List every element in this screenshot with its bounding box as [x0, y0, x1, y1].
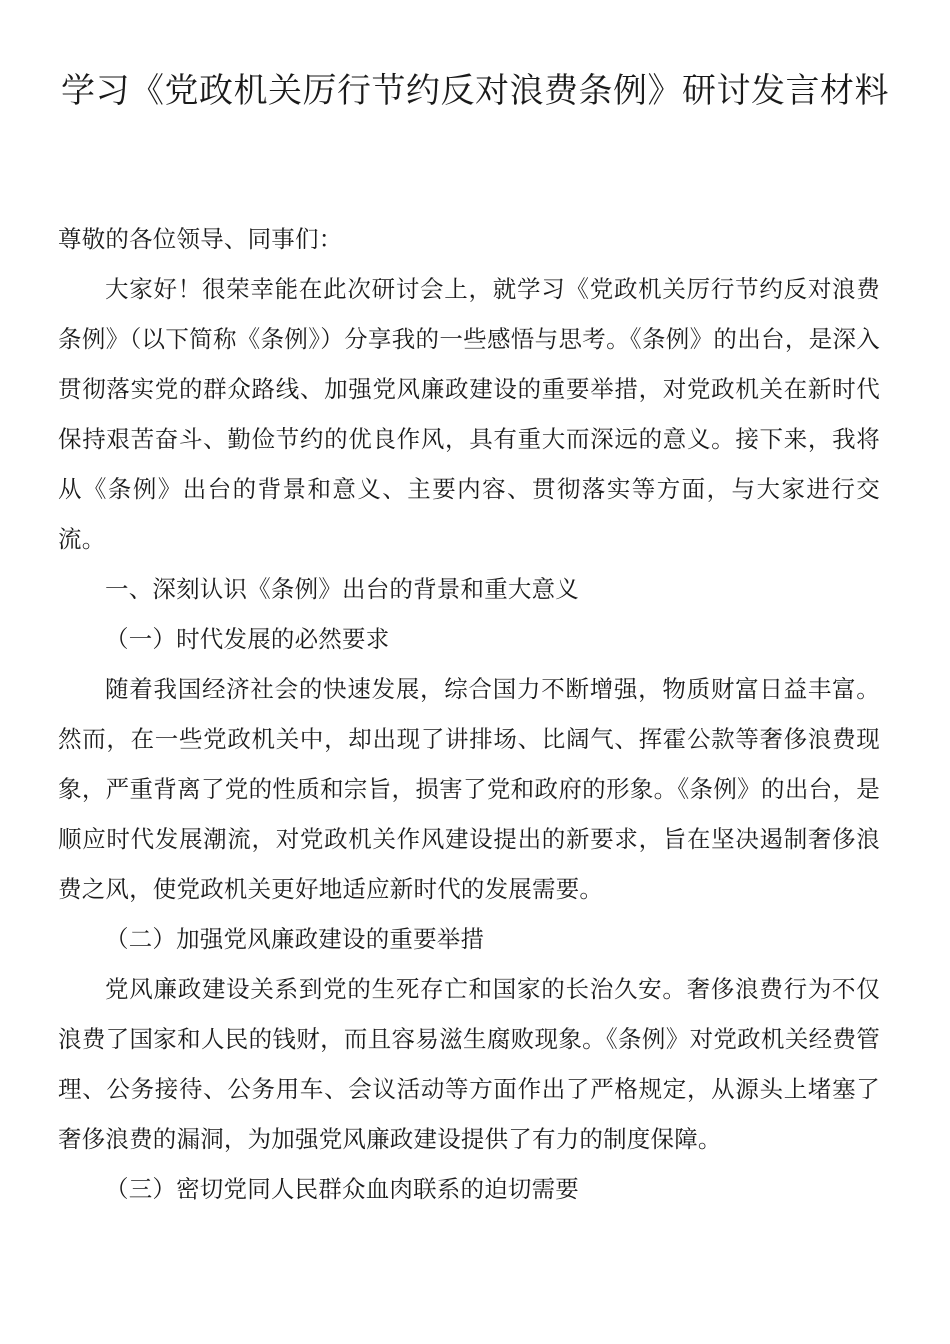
subsection-1-paragraph: 随着我国经济社会的快速发展，综合国力不断增强，物质财富日益丰富。然而，在一些党政机关中，却出现了讲排场、比阔气、挥霍公款等奢侈浪费现象，严重背离了党的性质和宗旨，损害了党和政府的形象。《条例》的出台，是顺应时代发展潮流，对党政机关作风建设提出的新要求，旨在坚决遏制奢侈浪费之风，使党政机关更好地适应新时代的发展需要。 [58, 675, 880, 903]
document-title: 学习《党政机关厉行节约反对浪费条例》研讨发言材料 [61, 71, 889, 111]
subsection-2-paragraph: 党风廉政建设关系到党的生死存亡和国家的长治久安。奢侈浪费行为不仅浪费了国家和人民的钱财，而且容易滋生腐败现象。《条例》对党政机关经费管理、公务接待、公务用车、会议活动等方面作出了严格规定，从源头上堵塞了奢侈浪费的漏洞，为加强党风廉政建设提供了有力的制度保障。 [58, 975, 880, 1153]
subsection-1-heading: （一）时代发展的必然要求 [105, 625, 390, 653]
section-1-heading: 一、深刻认识《条例》出台的背景和重大意义 [105, 575, 579, 603]
document-body [58, 214, 880, 1214]
intro-paragraph: 大家好！很荣幸能在此次研讨会上，就学习《党政机关厉行节约反对浪费条例》（以下简称《条例》）分享我的一些感悟与思考。《条例》的出台，是深入贯彻落实党的群众路线、加强党风廉政建设的重要举措，对党政机关在新时代保持艰苦奋斗、勤俭节约的优良作风，具有重大而深远的意义。接下来，我将从《条例》出台的背景和意义、主要内容、贯彻落实等方面，与大家进行交流。 [58, 275, 880, 553]
subsection-2-heading: （二）加强党风廉政建设的重要举措 [105, 925, 485, 953]
subsection-3-heading: （三）密切党同人民群众血肉联系的迫切需要 [105, 1175, 579, 1203]
salutation: 尊敬的各位领导、同事们： [58, 225, 343, 253]
